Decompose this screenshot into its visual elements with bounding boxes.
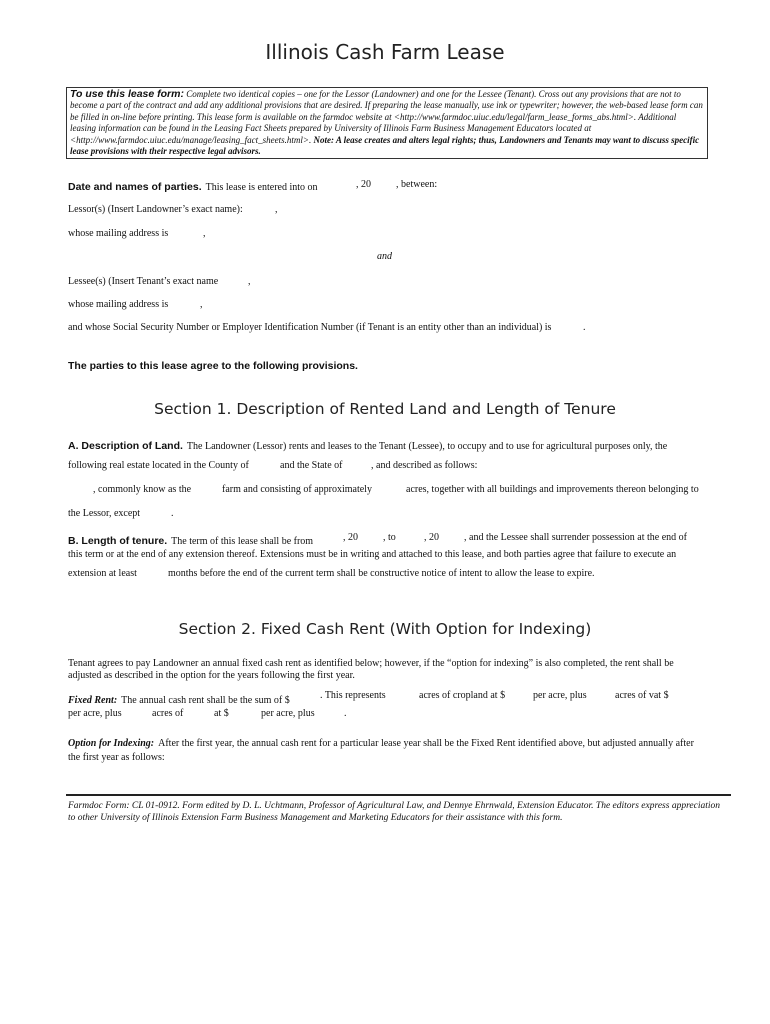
fixed-rent-heading: Fixed Rent: (68, 695, 118, 706)
parties-year: , 20 (356, 179, 371, 190)
instructions-box (66, 87, 708, 159)
parties-heading: Date and names of parties. (68, 181, 202, 193)
footer-rule (66, 794, 731, 796)
cropland-label: acres of cropland at $ (419, 690, 506, 701)
fixed-rent-line1 (68, 690, 290, 708)
parties-line1-text: This lease is entered into on (205, 182, 318, 193)
described-label: , and described as follows: (371, 460, 478, 471)
vat-label: acres of vat $ (615, 690, 669, 701)
term-to-year: , 20 (424, 532, 439, 543)
footer-credits: Farmdoc Form: CL 01-0912. Form edited by D. L. Uchtmann, Professor of Agricultural Law, and Dennye Ehrnwald, Extension Educator. The editors express appreciation to other University of Illinois Extension Farm Business Management and Marketing Educators for their assistance with this form. (68, 801, 721, 823)
lessee-label: Lessee(s) (Insert Tenant’s exact name (68, 276, 219, 287)
at-dollar-label: at $ (214, 708, 229, 719)
parties-between: , between: (396, 179, 438, 190)
fixed-rent-represents: . This represents (320, 690, 386, 701)
per-acre-plus-1: per acre, plus (533, 690, 587, 701)
section2-intro: Tenant agrees to pay Landowner an annual fixed cash rent as identified below; however, if the “option for indexing” is also completed, the rent shall be adjusted as described in the option for the years following the first year. (68, 658, 674, 681)
term-to-label: , to (383, 532, 396, 543)
surrender-label: , and the Lessee shall surrender possession at the end of (464, 532, 687, 543)
instructions-text (70, 89, 704, 157)
extensions-text: this term or at the end of any extension thereof. Extensions must be in writing and attached to this lease, and both parties agree that failure to execute an (68, 549, 677, 560)
section1-title: Section 1. Description of Rented Land and Length of Tenure (154, 400, 616, 418)
lessor-mailing-comma: , (203, 228, 206, 239)
section1-a-line1-text: The Landowner (Lessor) rents and leases to the Tenant (Lessee), to occupy and to use for agricultural purposes only, the (186, 441, 668, 452)
constructive-notice-text: months before the end of the current term shall be constructive notice of intent to allow the lease to expire. (168, 568, 595, 579)
ssn-label: and whose Social Security Number or Employer Identification Number (if Tenant is an entity other than an individual) is (68, 322, 552, 333)
per-acre-plus-3: per acre, plus (261, 708, 315, 719)
section1-a-heading: A. Description of Land. (68, 440, 183, 452)
document-title: Illinois Cash Farm Lease (265, 40, 505, 64)
county-label: following real estate located in the County of (68, 460, 249, 471)
per-acre-plus-2: per acre, plus (68, 708, 122, 719)
lessor-comma: , (275, 204, 278, 215)
term-from-label: The term of this lease shall be from (171, 536, 314, 547)
parties-line (68, 177, 318, 195)
option-indexing-text: After the first year, the annual cash rent for a particular lease year shall be the Fixed Rent identified above, but adjusted annually after (158, 738, 694, 749)
option-indexing-heading: Option for Indexing: (68, 738, 155, 749)
fixed-rent-period: . (344, 708, 347, 719)
state-label: and the State of (280, 460, 343, 471)
except-period: . (171, 508, 174, 519)
option-indexing-line2: the first year as follows: (68, 752, 165, 763)
fixed-rent-sum-label: The annual cash rent shall be the sum of $ (121, 695, 290, 706)
section1-a-line1 (68, 436, 667, 454)
lessee-mailing-label: whose mailing address is (68, 299, 169, 310)
option-indexing-line1 (68, 733, 694, 751)
buildings-label: acres, together with all buildings and improvements thereon belonging to (406, 484, 699, 495)
commonly-known-label: , commonly know as the (93, 484, 192, 495)
except-label: the Lessor, except (68, 508, 141, 519)
instructions-body: Complete two identical copies – one for the Lessor (Landowner) and one for the Lessee (Tenant). Cross out any provisions that are not to become a part of the contract and add any additional provisions that are desired. If preparing the lease manually, use ink or typewriter; however, the web-based lease form can be filled in on-line before printing. This lease form is available on the farmdoc website at <http://www.farmdoc.uiuc.edu/legal/farm_lease_forms_abs.html>. Additional leasing information can be found in the Leasing Fact Sheets prepared by University of Illinois Farm Business Management Educators located at <http://www.farmdoc.uiuc.edu/manage/leasing_fact_sheets.html>. (70, 89, 703, 145)
section1-b-heading: B. Length of tenure. (68, 535, 168, 547)
instructions-note: Note: A lease creates and alters legal rights; thus, Landowners and Tenants may want to discuss specific lease provisions with their respective legal advisors. (70, 134, 700, 157)
farm-acres-label: farm and consisting of approximately (222, 484, 372, 495)
instructions-heading: To use this lease form: (70, 88, 184, 100)
lessee-comma: , (248, 276, 251, 287)
ssn-period: . (583, 322, 586, 333)
agree-statement: The parties to this lease agree to the following provisions. (68, 360, 358, 372)
acres-of-label: acres of (152, 708, 184, 719)
lessor-mailing-label: whose mailing address is (68, 228, 169, 239)
section1-b-line1 (68, 531, 313, 549)
lessee-mailing-comma: , (200, 299, 203, 310)
term-from-year: , 20 (343, 532, 358, 543)
and-connector: and (377, 251, 392, 262)
extension-at-least-label: extension at least (68, 568, 137, 579)
section2-title: Section 2. Fixed Cash Rent (With Option for Indexing) (178, 620, 592, 638)
lessor-label: Lessor(s) (Insert Landowner’s exact name): (68, 204, 243, 215)
